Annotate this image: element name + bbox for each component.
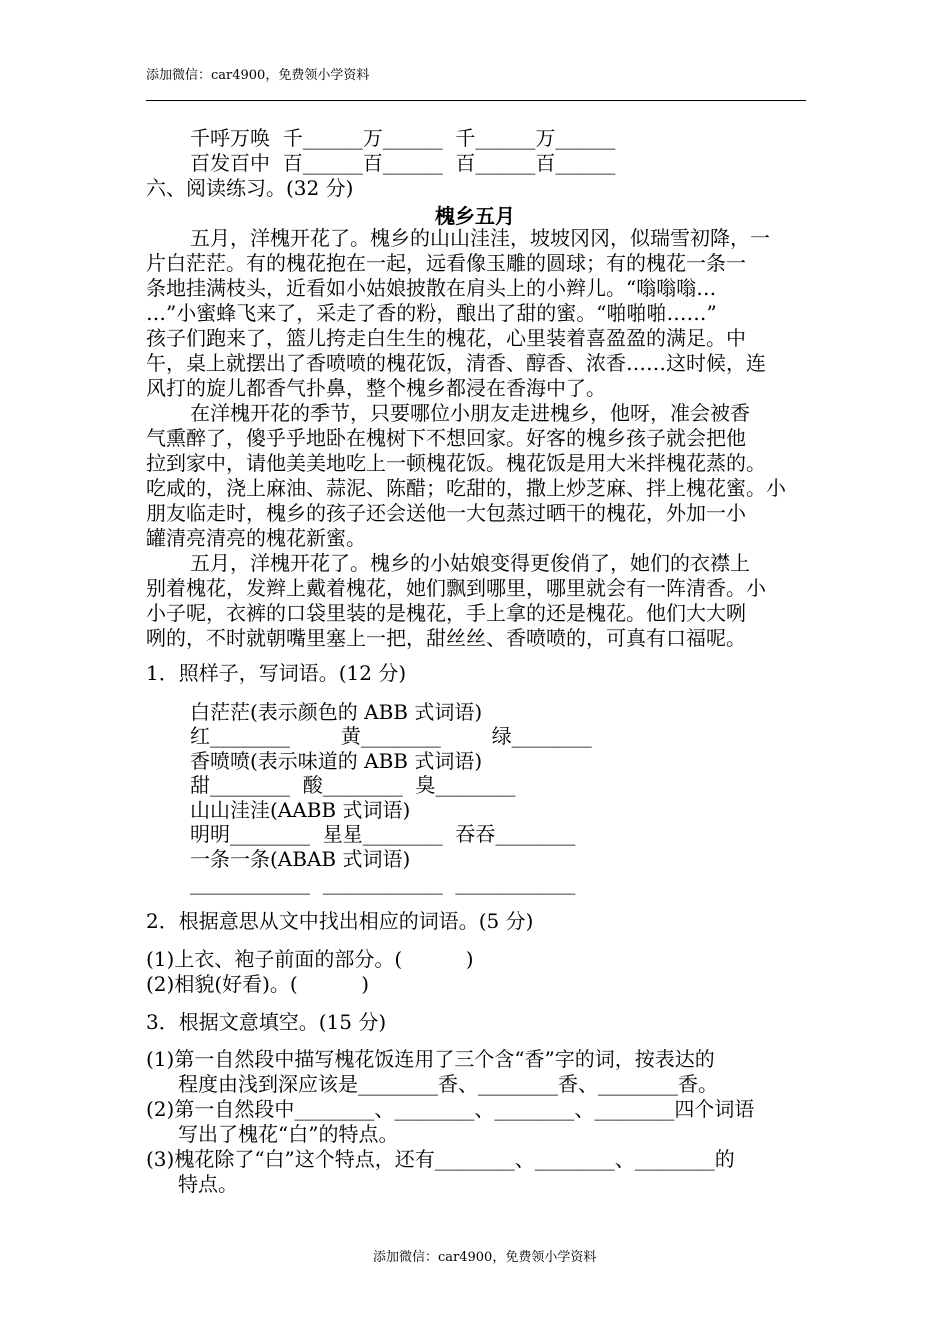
paragraph-line: 罐清亮清亮的槐花新蜜。 <box>146 526 366 550</box>
question-2-line: (2)相貌(好看)。( ) <box>146 972 370 996</box>
paragraph-line: 孩子们跑来了，篮儿挎走白生生的槐花，心里装着喜盈盈的满足。中 <box>146 326 746 350</box>
question-1-heading: 1．照样子，写词语。(12 分) <box>146 661 407 685</box>
question-1-line: ____________ ____________ ____________ <box>190 871 576 895</box>
paragraph-line: 咧的，不时就朝嘴里塞上一把，甜丝丝、香喷喷的，可真有口福呢。 <box>146 626 746 650</box>
idiom-line-2: 百发百中 百______百______ 百______百______ <box>190 151 616 175</box>
paragraph-line: 朋友临走时，槐乡的孩子还会送他一大包蒸过晒干的槐花，外加一小 <box>146 501 746 525</box>
question-3-line: (3)槐花除了“白”这个特点，还有________、________、________的 <box>146 1147 735 1171</box>
idiom-line-1: 千呼万唤 千______万______ 千______万______ <box>190 126 616 150</box>
question-1-line: 一条一条(ABAB 式词语) <box>190 847 411 871</box>
section-heading: 六、阅读练习。(32 分) <box>146 176 354 200</box>
question-1-line: 白茫茫(表示颜色的 ABB 式词语) <box>190 700 483 724</box>
passage-title: 槐乡五月 <box>435 204 515 228</box>
question-3-line: 程度由浅到深应该是________香、________香、________香。 <box>178 1072 718 1096</box>
paragraph-line: 风打的旋儿都香气扑鼻，整个槐乡都浸在香海中了。 <box>146 376 606 400</box>
page-footer: 添加微信：car4900，免费领小学资料 <box>373 1250 597 1265</box>
paragraph-line: 吃咸的，浇上麻油、蒜泥、陈醋；吃甜的，撒上炒芝麻、拌上槐花蜜。小 <box>146 476 786 500</box>
page-header: 添加微信：car4900，免费领小学资料 <box>146 68 370 83</box>
paragraph-line: 五月，洋槐开花了。槐乡的山山洼洼，坡坡冈冈，似瑞雪初降，一 <box>190 226 770 250</box>
paragraph-line: 午，桌上就摆出了香喷喷的槐花饭，清香、醇香、浓香……这时候，连 <box>146 351 766 375</box>
question-3-heading: 3．根据文意填空。(15 分) <box>146 1010 387 1034</box>
header-divider <box>146 100 806 101</box>
paragraph-line: …”小蜜蜂飞来了，采走了香的粉，酿出了甜的蜜。“啪啪啪……” <box>146 301 717 325</box>
question-1-line: 香喷喷(表示味道的 ABB 式词语) <box>190 749 483 773</box>
paragraph-line: 拉到家中，请他美美地吃上一顿槐花饭。槐花饭是用大米拌槐花蒸的。 <box>146 451 766 475</box>
paragraph-line: 五月，洋槐开花了。槐乡的小姑娘变得更俊俏了，她们的衣襟上 <box>190 551 750 575</box>
question-3-line: (2)第一自然段中________、________、________、________四个词语 <box>146 1097 755 1121</box>
question-2-line: (1)上衣、袍子前面的部分。( ) <box>146 947 474 971</box>
paragraph-line: 条地挂满枝头，近看如小姑娘披散在肩头上的小辫儿。“嗡嗡嗡… <box>146 276 717 300</box>
question-2-heading: 2．根据意思从文中找出相应的词语。(5 分) <box>146 909 534 933</box>
question-1-line: 甜________ 酸________ 臭________ <box>190 773 516 797</box>
question-1-line: 山山洼洼(AABB 式词语) <box>190 798 411 822</box>
question-3-line: (1)第一自然段中描写槐花饭连用了三个含“香”字的词，按表达的 <box>146 1047 715 1071</box>
question-1-line: 明明________ 星星________ 吞吞________ <box>190 822 576 846</box>
paragraph-line: 在洋槐开花的季节，只要哪位小朋友走进槐乡，他呀，准会被香 <box>190 401 750 425</box>
question-1-line: 红________ 黄________ 绿________ <box>190 724 592 748</box>
question-3-line: 写出了槐花“白”的特点。 <box>178 1122 399 1146</box>
paragraph-line: 气熏醉了，傻乎乎地卧在槐树下不想回家。好客的槐乡孩子就会把他 <box>146 426 746 450</box>
paragraph-line: 片白茫茫。有的槐花抱在一起，远看像玉雕的圆球；有的槐花一条一 <box>146 251 746 275</box>
question-3-line: 特点。 <box>178 1172 238 1196</box>
paragraph-line: 小子呢，衣裤的口袋里装的是槐花，手上拿的还是槐花。他们大大咧 <box>146 601 746 625</box>
paragraph-line: 别着槐花，发辫上戴着槐花，她们飘到哪里，哪里就会有一阵清香。小 <box>146 576 766 600</box>
